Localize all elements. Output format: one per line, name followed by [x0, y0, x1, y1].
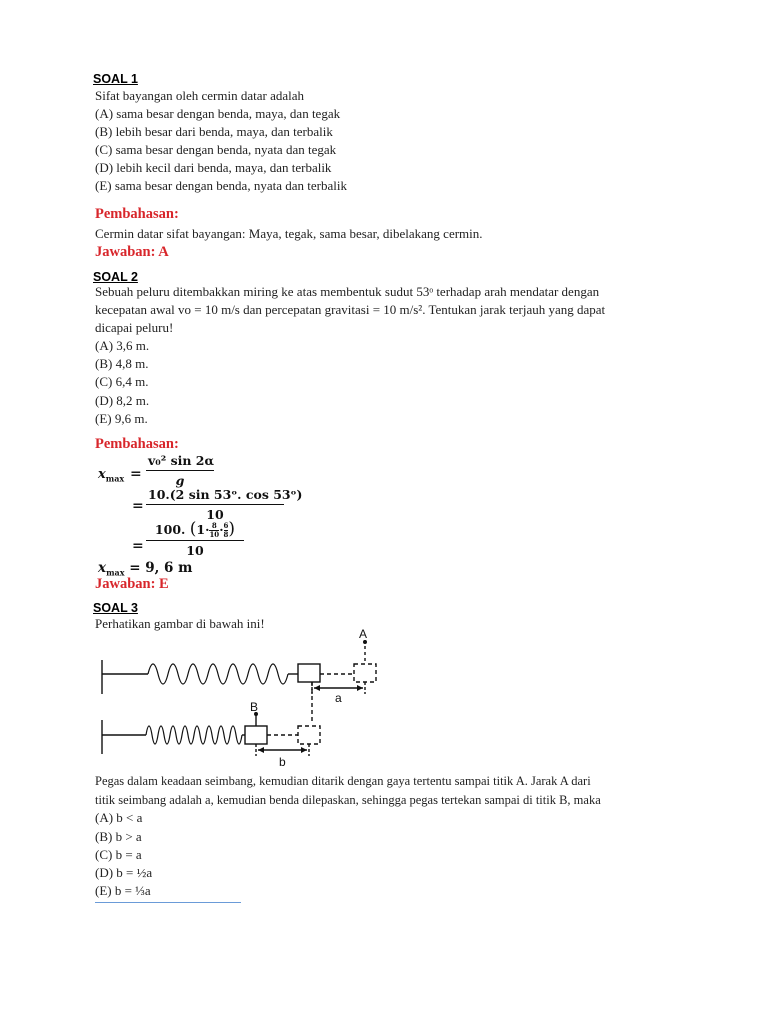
formula-fraction-3-dot: · [219, 522, 224, 537]
formula-lhs [98, 467, 124, 484]
formula-fraction-3-num [146, 519, 244, 541]
soal3-option-d: (D) b = ½a [95, 865, 153, 880]
soal2-question-line-2: kecepatan awal vo = 10 m/s dan percepatan gravitasi = 10 m/s². Tentukan jarak terjauh yang dapat [95, 302, 606, 317]
formula-fraction-2-num: 10.(2 sin 53ᵒ. cos 53ᵒ) [146, 487, 284, 505]
soal3-heading: SOAL 3 [93, 601, 138, 615]
formula-lhs-var: x [98, 467, 106, 482]
soal1-option-a: (A) sama besar dengan benda, maya, dan tegak [95, 106, 341, 121]
soal2-question-line-3: dicapai peluru! [95, 320, 174, 335]
formula-fraction-3-mid: 1· [196, 522, 210, 537]
soal2-pembahasan-label: Pembahasan: [95, 436, 179, 452]
soal1-option-b: (B) lebih besar dari benda, maya, dan terbalik [95, 124, 333, 139]
soal3-option-e: (E) b = ⅓a [95, 883, 151, 898]
formula-result-var: x [98, 560, 107, 576]
formula-result-sub: max [106, 567, 125, 578]
soal3-option-b: (B) b > a [95, 829, 142, 844]
formula-paren-close: ) [228, 519, 236, 539]
formula-fraction-1-num: v₀² sin 2α [146, 453, 214, 471]
formula-lhs-sub: max [105, 473, 125, 484]
mass-2-ghost [298, 726, 320, 744]
label-b-distance: b [279, 755, 286, 769]
formula-fraction-3-pre: 100. [154, 522, 186, 537]
soal2-option-a: (A) 3,6 m. [95, 338, 150, 353]
soal1-option-c: (C) sama besar dengan benda, nyata dan tegak [95, 142, 337, 157]
soal2-question-line-1: Sebuah peluru ditembakkan miring ke atas membentuk sudut 53ᵒ terhadap arah mendatar dengan [95, 284, 600, 299]
formula-small-fraction-a-num: 8 [209, 522, 219, 531]
spring-2 [146, 726, 242, 744]
soal1-option-d: (D) lebih kecil dari benda, maya, dan terbalik [95, 160, 332, 175]
soal1-pembahasan-label: Pembahasan: [95, 206, 179, 222]
formula-small-fraction-b-den: 8 [223, 530, 229, 539]
formula-eq-1: = [130, 466, 142, 482]
formula-fraction-1 [146, 453, 214, 488]
soal1-option-e: (E) sama besar dengan benda, nyata dan terbalik [95, 178, 347, 193]
label-a-distance: a [335, 691, 342, 705]
soal2-jawaban: Jawaban: E [95, 576, 169, 592]
soal1-jawaban: Jawaban: A [95, 244, 169, 260]
formula-fraction-3-den: 10 [186, 543, 204, 558]
soal2-option-d: (D) 8,2 m. [95, 393, 150, 408]
formula-eq-3: = [132, 538, 144, 554]
soal3-intro: Perhatikan gambar di bawah ini! [95, 616, 265, 631]
soal3-option-c: (C) b = a [95, 847, 142, 862]
soal1-heading: SOAL 1 [93, 72, 138, 86]
formula-fraction-1-den: g [175, 473, 185, 488]
formula-eq-2: = [132, 498, 144, 514]
soal2-option-e: (E) 9,6 m. [95, 411, 148, 426]
formula-fraction-2 [146, 487, 303, 522]
formula-paren-open: ( [189, 519, 197, 539]
soal2-heading: SOAL 2 [93, 270, 138, 284]
bottom-rule [95, 902, 241, 903]
mass-2 [245, 726, 267, 744]
soal1-pembahasan-text: Cermin datar sifat bayangan: Maya, tegak, sama besar, dibelakang cermin. [95, 226, 483, 241]
formula-small-fraction-a-den: 10 [209, 530, 220, 539]
arrow-b-left [258, 747, 264, 753]
formula-result-value: = 9, 6 m [129, 560, 193, 576]
label-a-top: A [359, 628, 368, 641]
soal2-option-b: (B) 4,8 m. [95, 356, 149, 371]
mass-1 [298, 664, 320, 682]
soal2-option-c: (C) 6,4 m. [95, 374, 149, 389]
label-b-top: B [250, 700, 259, 714]
formula-small-fraction-b-num: 6 [223, 521, 229, 530]
spring-1 [148, 664, 288, 684]
spring-diagram [92, 628, 392, 772]
soal3-option-a: (A) b < a [95, 810, 143, 825]
soal3-body-line-2: titik seimbang adalah a, kemudian benda dilepaskan, sehingga pegas tertekan sampai di titik B, maka [95, 793, 601, 807]
arrow-b-right [301, 747, 307, 753]
mass-1-ghost [354, 664, 376, 682]
soal3-body-line-1: Pegas dalam keadaan seimbang, kemudian ditarik dengan gaya tertentu sampai titik A. Jarak A dari [95, 774, 591, 788]
formula-fraction-3 [146, 519, 244, 558]
formula-fraction-2-den: 10 [206, 507, 224, 522]
formula-small-fraction-a [209, 522, 219, 539]
soal1-question: Sifat bayangan oleh cermin datar adalah [95, 88, 304, 103]
arrow-a-right [357, 685, 363, 691]
arrow-a-left [314, 685, 320, 691]
